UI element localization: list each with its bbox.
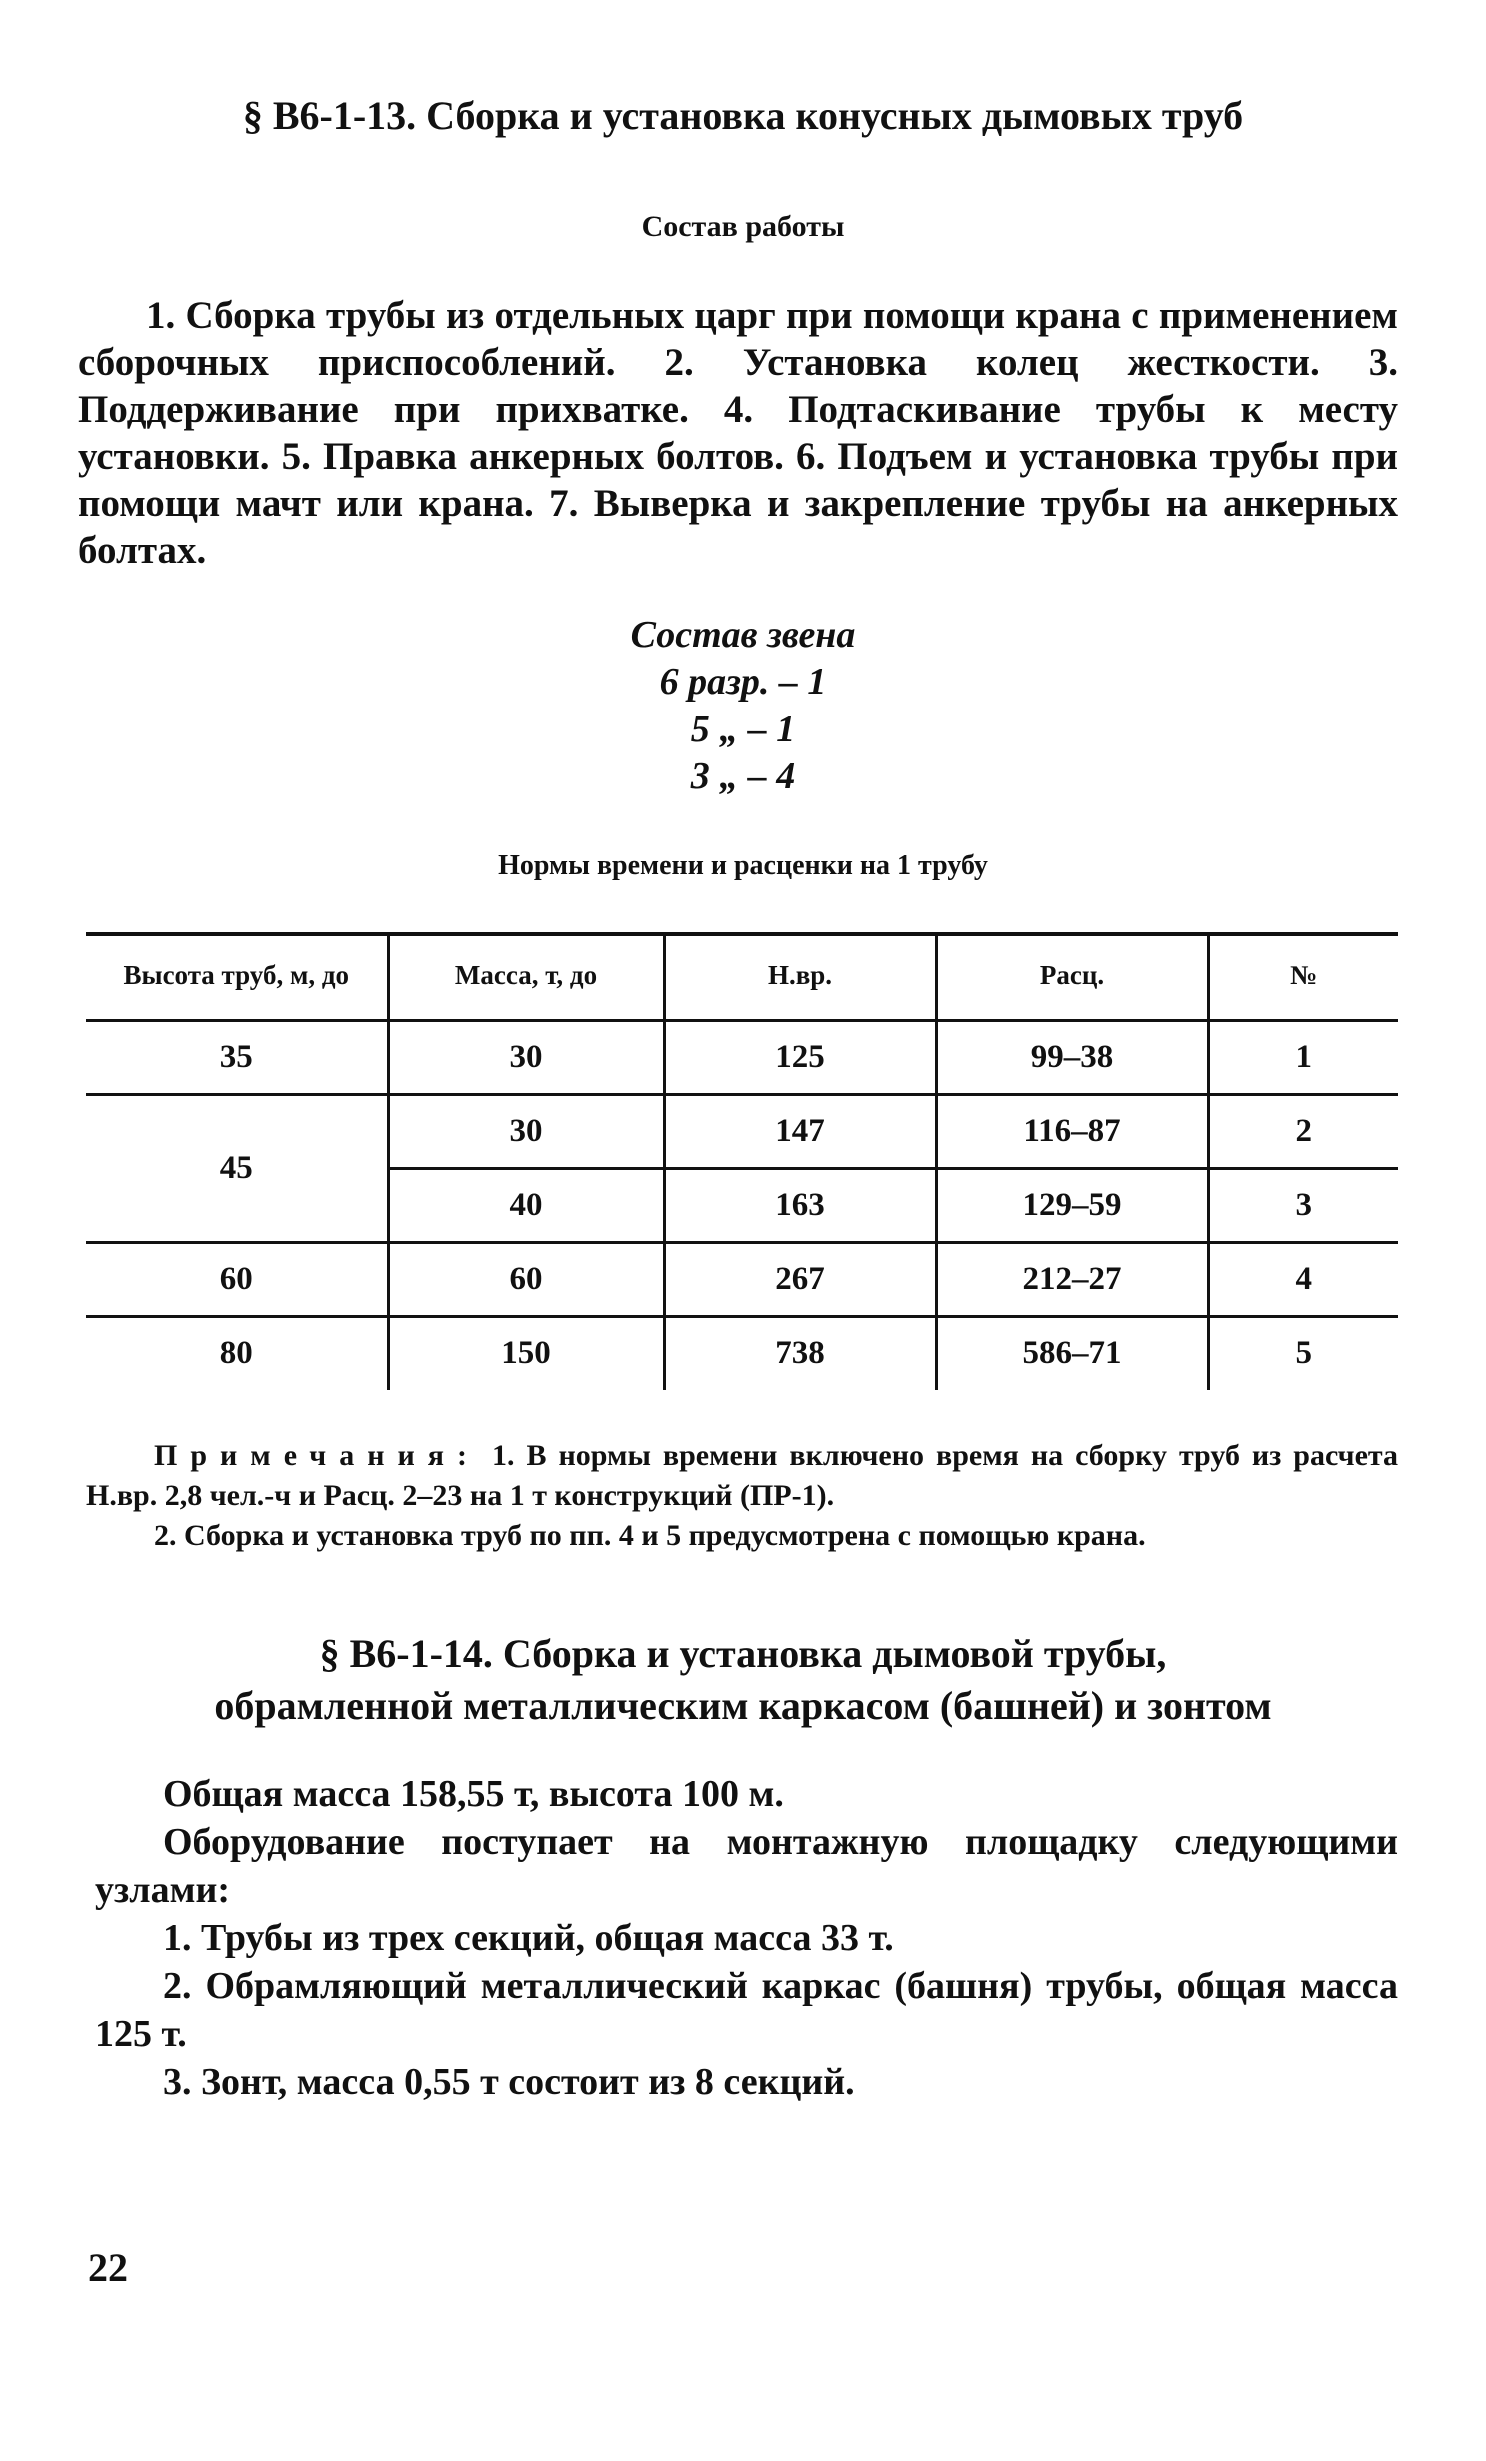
- rate-cell: 99–38: [936, 1020, 1208, 1094]
- section-title: § В6-1-13. Сборка и установка конусных дымовых труб: [242, 93, 1244, 138]
- section-title: [0, 1628, 1486, 1732]
- row-number-cell: 1: [1208, 1020, 1398, 1094]
- column-header-rate: Расц.: [936, 934, 1208, 1020]
- column-header-number: №: [1208, 934, 1398, 1020]
- column-header-mass: Масса, т, до: [388, 934, 664, 1020]
- table-row: [86, 1242, 1398, 1316]
- time-norm-cell: 125: [664, 1020, 936, 1094]
- time-norm-cell: 738: [664, 1316, 936, 1390]
- column-header-time-norm: Н.вр.: [664, 934, 936, 1020]
- paragraph: Оборудование поступает на монтажную площадку следующими узлами:: [95, 1821, 1398, 1911]
- paragraph: 1. Трубы из трех секций, общая масса 33 т.: [163, 1917, 894, 1959]
- row-number-cell: 5: [1295, 1335, 1312, 1372]
- height-cell: 45: [86, 1094, 388, 1242]
- work-composition-text: 1. Сборка трубы из отдельных царг при помощи крана с применением сборочных приспособлений. 2. Установка колец жесткости. 3. Поддерживание при прихватке. 4. Подтаскивание трубы к месту установки. 5. Правка анкерных болтов. 6. Подъем и установка трубы при помощи мачт или крана. 7. Выверка и закрепление трубы на анкерных болтах.: [78, 294, 1398, 572]
- height-cell: 80: [86, 1316, 388, 1390]
- table-row: [86, 1094, 1398, 1168]
- time-norm-cell: 147: [664, 1094, 936, 1168]
- paragraph: 2. Обрамляющий металлический каркас (башня) трубы, общая масса 125 т.: [95, 1965, 1398, 2055]
- crew-composition: [0, 612, 1486, 800]
- height-cell: 60: [86, 1242, 388, 1316]
- norms-table-title: Нормы времени и расценки на 1 трубу: [498, 850, 988, 881]
- row-number-cell: 4: [1208, 1242, 1398, 1316]
- row-number-cell: 3: [1208, 1168, 1398, 1242]
- section-title-line: обрамленной металлическим каркасом (башней) и зонтом: [214, 1683, 1272, 1728]
- table-header-row: [86, 934, 1398, 1020]
- rate-cell: 116–87: [936, 1094, 1208, 1168]
- mass-cell: 150: [388, 1316, 664, 1390]
- column-header-height: Высота труб, м, до: [86, 934, 388, 1020]
- table-note-2: 2. Сборка и установка труб по пп. 4 и 5 предусмотрена с помощью крана.: [154, 1519, 1146, 1552]
- paragraph: 3. Зонт, масса 0,55 т состоит из 8 секций.: [163, 2061, 855, 2103]
- time-norm-cell: 163: [664, 1168, 936, 1242]
- crew-line: 6 разр. – 1: [659, 661, 827, 703]
- norms-table: [86, 932, 1398, 1390]
- crew-heading: Состав звена: [630, 614, 856, 656]
- paragraph: Общая масса 158,55 т, высота 100 м.: [163, 1773, 784, 1815]
- mass-cell: 40: [388, 1168, 664, 1242]
- mass-cell: 30: [388, 1020, 664, 1094]
- rate-cell: 129–59: [936, 1168, 1208, 1242]
- crew-line: 3 „ – 4: [690, 755, 796, 797]
- notes-label: Примечания:: [154, 1439, 481, 1472]
- row-number-cell: 2: [1208, 1094, 1398, 1168]
- rate-cell: 212–27: [936, 1242, 1208, 1316]
- page-number: 22: [88, 2245, 128, 2290]
- rate-cell: 586–71: [936, 1316, 1208, 1390]
- table-row: [86, 1020, 1398, 1094]
- table-row: [86, 1316, 1398, 1390]
- table-note-1: [86, 1436, 1398, 1516]
- note-text: 1. В нормы времени включено время на сборку труб из расчета Н.вр. 2,8 чел.-ч и Расц. 2–23 на 1 т конструкций (ПР-1).: [86, 1439, 1398, 1512]
- time-norm-cell: 267: [664, 1242, 936, 1316]
- mass-cell: 60: [388, 1242, 664, 1316]
- mass-cell: 30: [388, 1094, 664, 1168]
- height-cell: 35: [86, 1020, 388, 1094]
- crew-line: 5 „ – 1: [690, 708, 796, 750]
- work-composition-heading: Состав работы: [641, 210, 845, 243]
- section-title-line: § В6-1-14. Сборка и установка дымовой трубы,: [319, 1631, 1167, 1676]
